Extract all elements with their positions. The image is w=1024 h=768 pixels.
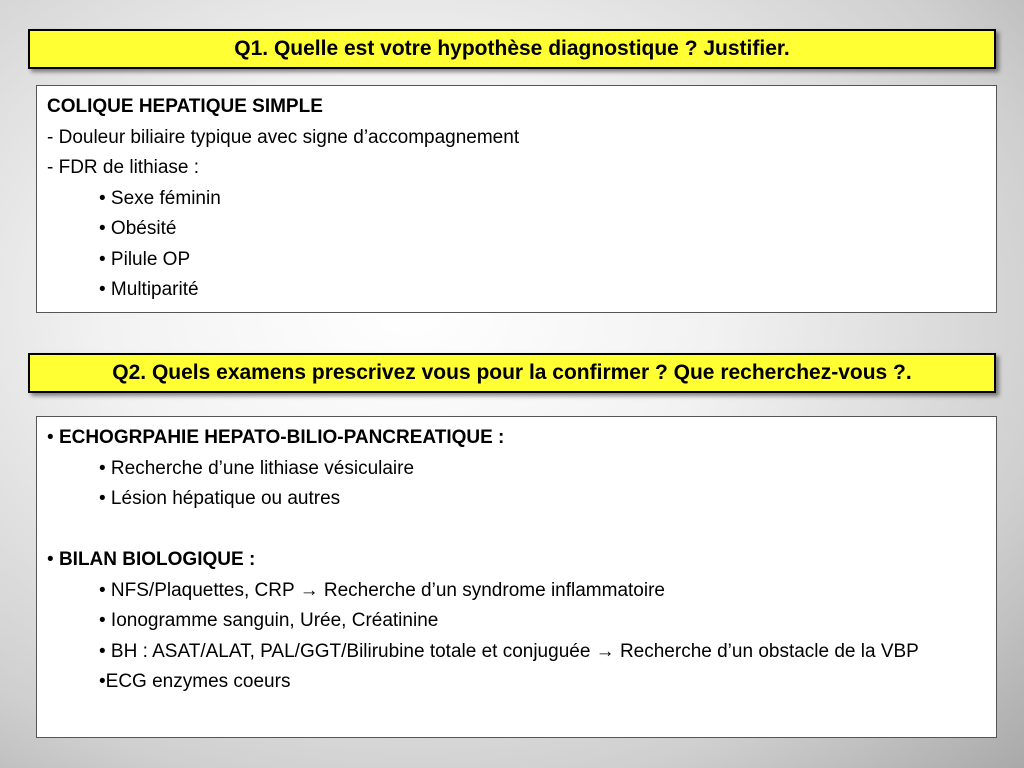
biology-item: •ECG enzymes coeurs: [99, 671, 291, 692]
answer-1-line: - FDR de lithiase :: [47, 157, 200, 178]
answer-1-line: - Douleur biliaire typique avec signe d’accompagnement: [47, 126, 520, 148]
echography-heading: ECHOGRPAHIE HEPATO-BILIO-PANCREATIQUE :: [58, 427, 505, 448]
answer-2-box: [36, 416, 997, 738]
question-2-title: Q2. Quels examens prescrivez vous pour la confirmer ? Que recherchez-vous ?.: [112, 361, 912, 384]
biology-item: • Ionogramme sanguin, Urée, Créatinine: [99, 610, 439, 631]
bullet-glyph: •: [47, 427, 59, 448]
risk-factor-item: • Obésité: [99, 218, 177, 239]
echography-item: • Recherche d’une lithiase vésiculaire: [99, 457, 415, 479]
biology-item: • NFS/Plaquettes, CRP → Recherche d’un syndrome inflammatoire: [99, 579, 665, 601]
echography-heading-line: [47, 423, 986, 454]
biology-heading: BILAN BIOLOGIQUE :: [58, 549, 256, 570]
answer-1-box: [36, 85, 997, 313]
question-1-title: Q1. Quelle est votre hypothèse diagnostique ? Justifier.: [234, 37, 790, 60]
biology-heading-line: [47, 545, 986, 576]
question-2-banner: [28, 353, 996, 393]
question-1-banner: [28, 29, 996, 69]
biology-item: • BH : ASAT/ALAT, PAL/GGT/Bilirubine totale et conjuguée → Recherche d’un obstacle de la VBP: [99, 640, 919, 662]
risk-factor-item: • Pilule OP: [99, 248, 191, 270]
bullet-glyph: •: [47, 549, 59, 570]
spacer: [47, 515, 986, 546]
answer-1-heading: COLIQUE HEPATIQUE SIMPLE: [47, 96, 323, 117]
risk-factor-item: • Multiparité: [99, 279, 199, 300]
echography-item: • Lésion hépatique ou autres: [99, 488, 341, 509]
risk-factor-item: • Sexe féminin: [99, 187, 221, 209]
